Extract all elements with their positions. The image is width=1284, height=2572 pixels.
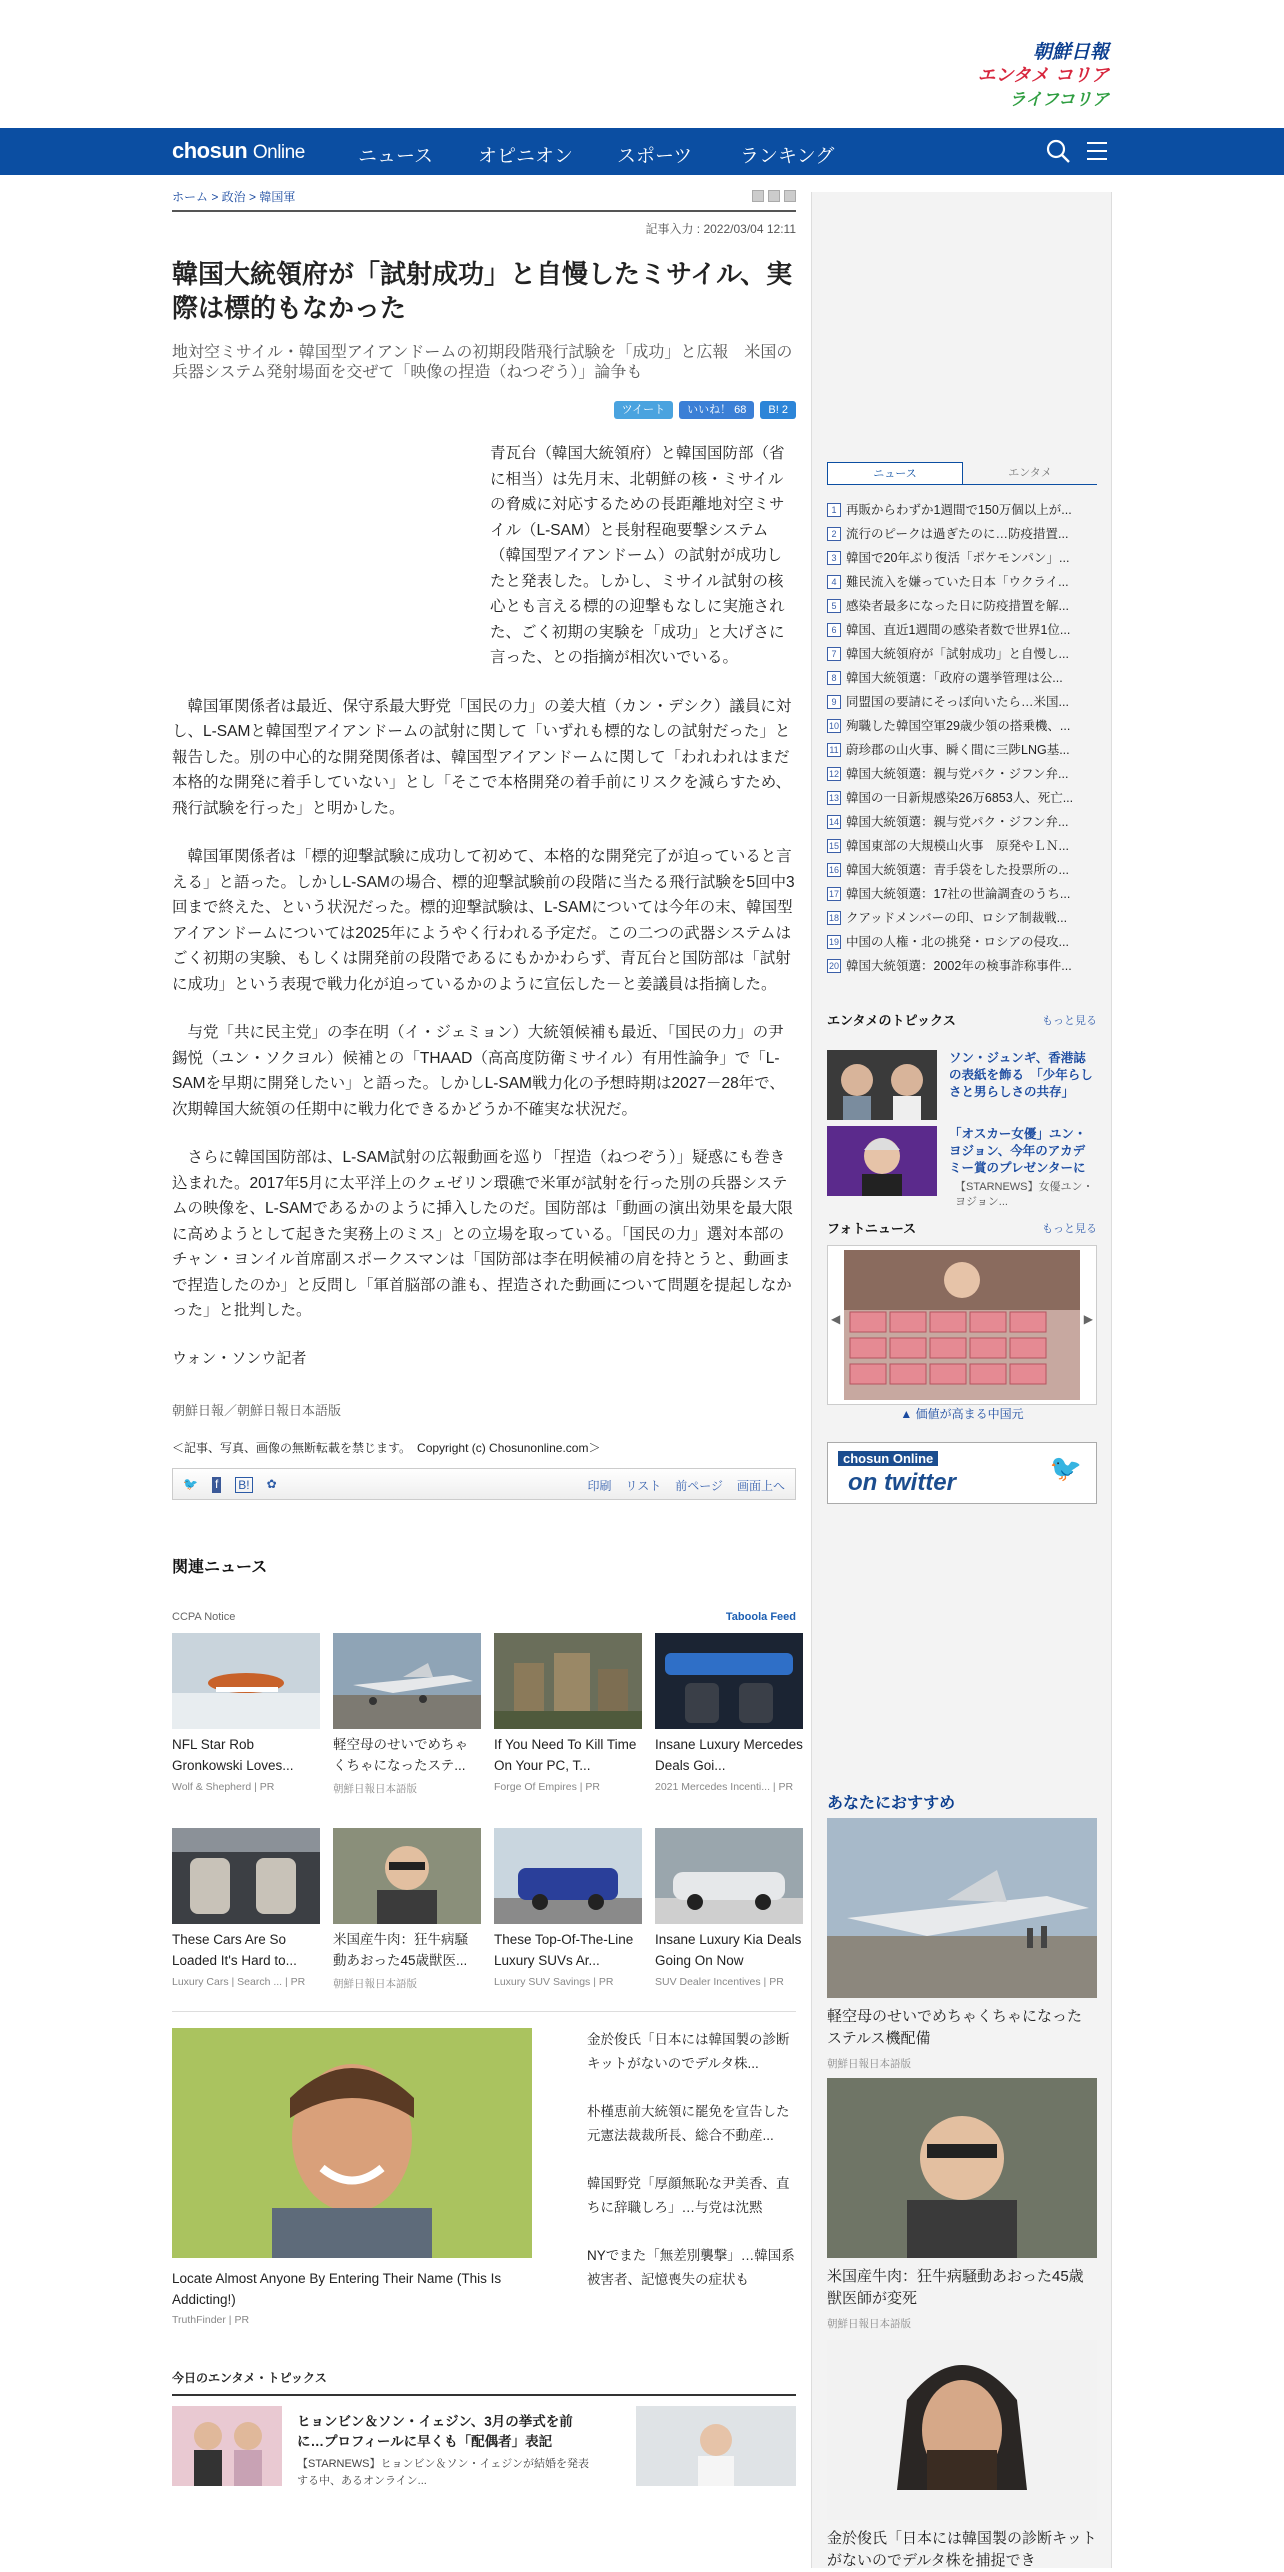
related-source: Wolf & Shepherd | PR <box>172 1780 275 1793</box>
ranking-number: 5 <box>827 599 841 613</box>
ranking-number: 16 <box>828 865 839 875</box>
ranking-item[interactable] <box>827 930 1097 954</box>
partner-logos <box>969 40 1109 112</box>
ranking-number: 15 <box>828 841 839 851</box>
logo-sub-text: Online <box>252 142 305 163</box>
entame-topics-header <box>827 1010 1097 1030</box>
related-text-link[interactable]: 金於俊氏「日本には韓国製の診断キットがないのでデルタ株... <box>587 2031 790 2071</box>
recommend-source: 朝鮮日報日本語版 <box>827 2058 911 2070</box>
share-buttons <box>172 401 796 419</box>
today-entame-item[interactable] <box>172 2406 796 2496</box>
related-source: Forge Of Empires | PR <box>494 1780 601 1793</box>
today-entame-heading: 今日のエンタメ・トピックス <box>172 2369 796 2396</box>
ranking-title[interactable]: 流行のピークは過ぎたのに…防疫措置... <box>846 527 1069 541</box>
car-interior-thumbnail[interactable] <box>655 1633 803 1729</box>
ranking-title[interactable]: 難民流入を嫌っていた日本「ウクライ... <box>846 575 1069 589</box>
entame-item-title[interactable]: ソン・ジュンギ、香港誌の表紙を飾る 「少年らしさと男らしさの共存」 <box>949 1051 1093 1099</box>
related-card[interactable] <box>333 1633 481 1796</box>
related-text-link[interactable]: 韓国野党「厚顔無恥な尹美香、直ちに辞職しろ」…与党は沈黙 <box>587 2175 790 2215</box>
ranking-number: 3 <box>827 551 841 565</box>
ranking-item[interactable] <box>827 882 1097 906</box>
breadcrumb-links[interactable]: ホーム > 政治 > 韓国軍 <box>172 190 296 204</box>
ranking-item[interactable] <box>827 810 1097 834</box>
recommend-heading: あなたにおすすめ <box>827 1795 956 1812</box>
ranking-title[interactable]: 韓国で20年ぶり復活「ポケモンパン」... <box>846 551 1070 565</box>
ranking-item[interactable] <box>827 546 1097 570</box>
related-title[interactable]: Insane Luxury Mercedes Deals Goi... <box>655 1736 803 1773</box>
recommend-title[interactable]: 米国産牛肉：狂牛病騒動あおった45歳獣医師が変死 <box>827 2268 1084 2307</box>
related-source: Luxury SUV Savings | PR <box>494 1975 614 1988</box>
photo-news-slider <box>827 1245 1097 1405</box>
recommend-title[interactable]: 軽空母のせいでめちゃくちゃになったステルス機配備 <box>827 2008 1083 2047</box>
ranking-item[interactable] <box>827 666 1097 690</box>
font-size-small-icon[interactable] <box>752 190 764 202</box>
related-source: 2021 Mercedes Incenti... | PR <box>655 1780 794 1793</box>
ranking-number: 11 <box>827 743 841 757</box>
related-source: 朝鮮日報日本語版 <box>333 1977 417 1990</box>
ranking-item[interactable] <box>827 522 1097 546</box>
ranking-title[interactable]: 中国の人権・北の挑発・ロシアの侵攻... <box>846 935 1069 949</box>
article-title: 韓国大統領府が「試射成功」と自慢したミサイル、実際は標的もなかった <box>172 259 793 323</box>
ranking-tabs <box>827 462 1097 485</box>
related-card[interactable] <box>655 1633 803 1796</box>
ranking-number: 12 <box>828 769 839 779</box>
person-thumbnail[interactable] <box>333 1828 481 1924</box>
featured-caption[interactable]: Locate Almost Anyone By Entering Their Name (This Is Addicting!) <box>172 2270 502 2307</box>
ranking-title[interactable]: 韓国大統領選：2002年の検事詐称事件... <box>846 959 1072 973</box>
facebook-like-button[interactable]: いいね！ 68 <box>679 401 754 419</box>
life-korea-logo[interactable]: ライフコリア <box>1008 90 1109 110</box>
print-small-icon[interactable] <box>784 190 796 202</box>
related-card[interactable] <box>333 1828 481 1991</box>
ranking-number: 9 <box>827 695 841 709</box>
related-source: 朝鮮日報日本語版 <box>333 1782 417 1795</box>
ranking-item[interactable] <box>827 690 1097 714</box>
related-source: Luxury Cars | Search ... | PR <box>172 1975 306 1988</box>
nav-sports[interactable]: スポーツ <box>617 146 693 167</box>
article-paragraph: 与党「共に民主党」の李在明（イ・ジェミョン）大統領候補も最近、「国民の力」の尹錫悦（ユン・ソクヨル）候補との「THAAD（高高度防衛ミサイル）有用性論争」で「L-SAMを早期に開発したい」と語った。しかしL-SAM戦力化の予想時期は2027－28年で、次期韓国大統領の任期中に戦力化できるかどうか不確実な状況だ。 <box>172 1024 785 1118</box>
ranking-item[interactable] <box>827 906 1097 930</box>
twitter-banner-top: chosun Online <box>838 1451 938 1466</box>
ranking-title[interactable]: 韓国大統領選：「政府の選挙管理は公... <box>846 671 1063 685</box>
related-text-links <box>587 2028 797 2316</box>
article-paragraph: 青瓦台（韓国大統領府）と韓国国防部（省に相当）は先月末、北朝鮮の核・ミサイルの脅威に対応するための長距離地対空ミサイル（L-SAM）と長射程砲要撃システム（韓国型アイアンドーム）の試射が成功したと発表した。しかし、ミサイル試射の核心とも言える標的の迎撃もなしに実施された、ごく初期の実験を「成功」と大げさに言った、との指摘が相次いでいる。 <box>490 445 785 666</box>
ranking-number: 17 <box>828 889 839 899</box>
related-title[interactable]: Insane Luxury Kia Deals Going On Now <box>655 1931 802 1968</box>
ranking-item[interactable] <box>827 762 1097 786</box>
ranking-title[interactable]: 韓国大統領選：親与党パク・ジフン弁... <box>846 815 1069 829</box>
kim-eojun-image[interactable] <box>827 2340 1097 2520</box>
featured-related-block <box>172 2011 796 2326</box>
article-body <box>172 441 796 1324</box>
actress-thumbnail[interactable] <box>636 2406 796 2486</box>
photo-news-header <box>827 1218 1097 1238</box>
taboola-feed-logo[interactable]: Taboola Feed <box>725 1610 796 1623</box>
related-card[interactable] <box>494 1828 642 1991</box>
yuan-banknotes-photo[interactable] <box>844 1250 1080 1400</box>
nav-news[interactable]: ニュース <box>358 146 434 167</box>
article-column <box>172 188 803 2496</box>
ranking-list <box>827 498 1097 978</box>
ranking-title[interactable]: 感染者最多になった日に防疫措置を解... <box>846 599 1069 613</box>
tab-entame[interactable]: エンタメ <box>1008 467 1052 479</box>
main-navbar <box>0 128 1284 175</box>
today-entame-desc: 【STARNEWS】ヒョンビン＆ソン・イェジンが結婚を発表する中、あるオンライン... <box>297 2457 589 2487</box>
hatena-bookmark-button[interactable]: B! 2 <box>760 401 796 419</box>
kia-thumbnail[interactable] <box>655 1828 803 1924</box>
hatena-share-icon[interactable]: B! <box>235 1477 252 1493</box>
ranking-number: 19 <box>828 937 839 947</box>
twitter-share-icon[interactable]: 🐦 <box>183 1476 198 1491</box>
ranking-item[interactable] <box>827 714 1097 738</box>
couple-thumbnail[interactable] <box>172 2406 282 2486</box>
ranking-title[interactable]: 韓国大統領府が「試射成功」と自慢し... <box>846 647 1069 661</box>
nav-ranking[interactable]: ランキング <box>740 146 835 167</box>
ranking-title[interactable]: 殉職した韓国空軍29歳少領の搭乗機、... <box>846 719 1071 733</box>
article-source: 朝鮮日報／朝鮮日報日本語版 <box>172 1402 342 1418</box>
game-castle-thumbnail[interactable] <box>494 1633 642 1729</box>
related-title[interactable]: NFL Star Rob Gronkowski Loves... <box>172 1736 294 1773</box>
related-title[interactable]: These Top-Of-The-Line Luxury SUVs Ar... <box>494 1931 634 1968</box>
article-paragraph: さらに韓国国防部は、L-SAM試射の広報動画を巡り「捏造（ねつぞう）」疑惑にも巻き込まれた。2017年5月に太平洋上のクェゼリン環礁で米軍が試射を行った別の兵器システムの映像を、L-SAMであるかのように挿入したのだ。国防部は「動画の演出効果を最大限に高めようとして起きた実務上のミス」との立場を取っている。「国民の力」選対本部のチャン・ヨンイル首席副スポークスマンは「国防部は李在明候補の肩を持とうと、動画まで捏造したのか」と反問し「軍首脳部の誰も、捏造された動画について問題を提起しなかった」と批判した。 <box>172 1149 793 1319</box>
recommend-item[interactable] <box>827 2078 1097 2331</box>
back-to-top-link[interactable]: 画面上へ <box>736 1478 785 1493</box>
car-seat-thumbnail[interactable] <box>172 1828 320 1924</box>
breadcrumb <box>172 188 796 208</box>
ranking-item[interactable] <box>827 594 1097 618</box>
recommend-item[interactable] <box>827 1818 1097 2071</box>
ranking-item[interactable] <box>827 570 1097 594</box>
entame-item-desc: 【STARNEWS】女優ユン・ヨジョン... <box>955 1181 1094 1208</box>
ranking-number: 18 <box>828 913 839 923</box>
article-paragraph: 韓国軍関係者は「標的迎撃試験に成功して初めて、本格的な開発完了が迫っていると言える」と語った。しかしL-SAMの場合、標的迎撃試験前の段階に当たる飛行試験を5回中3回まで終えた、という状況だった。標的迎撃試験は、L-SAMについては今年の末、韓国型アイアンドームについては2025年にようやく行われる予定だ。この二つの武器システムはごく初期の実験、もしくは開発前の段階であるにもかかわらず、青瓦台と国防部は「試射に成功」という表現で戦力化が迫っているかのように宣伝した－と姜議員は指摘した。 <box>172 848 795 993</box>
ranking-number: 8 <box>827 671 841 685</box>
related-row-2 <box>172 1828 802 1991</box>
ranking-number: 13 <box>828 793 839 803</box>
entame-korea-logo[interactable]: エンタメ コリア <box>977 65 1109 86</box>
ranking-number: 20 <box>828 961 839 971</box>
ranking-number: 4 <box>827 575 841 589</box>
facebook-share-icon[interactable]: f <box>212 1477 221 1493</box>
ranking-title[interactable]: 韓国の一日新規感染26万6853人、死亡... <box>846 791 1074 805</box>
list-link[interactable]: リスト <box>625 1478 662 1493</box>
ranking-item[interactable] <box>827 618 1097 642</box>
nav-opinion[interactable]: オピニオン <box>478 146 574 167</box>
article-toolbar <box>172 1468 796 1500</box>
twitter-banner[interactable] <box>827 1442 1097 1504</box>
bookmark-share-icon[interactable]: ✿ <box>266 1476 277 1491</box>
tab-news[interactable]: ニュース <box>827 462 963 484</box>
photo-next-arrow-icon[interactable]: ▶ <box>1083 1312 1093 1326</box>
twitter-bird-icon: 🐦 <box>1049 1453 1082 1483</box>
photo-caption[interactable]: ▲ 価値が高まる中国元 <box>900 1407 1024 1421</box>
site-logo[interactable] <box>172 138 305 164</box>
ranking-number: 2 <box>827 527 841 541</box>
recommend-source: 朝鮮日報日本語版 <box>827 2318 911 2330</box>
ranking-number: 14 <box>828 817 839 827</box>
suv-thumbnail[interactable] <box>494 1828 642 1924</box>
related-title[interactable]: These Cars Are So Loaded It's Hard to... <box>172 1931 297 1968</box>
ranking-item[interactable] <box>827 834 1097 858</box>
ranking-number: 6 <box>827 623 841 637</box>
related-card[interactable] <box>655 1828 803 1991</box>
print-link[interactable]: 印刷 <box>587 1478 612 1493</box>
related-title[interactable]: If You Need To Kill Time On Your PC, T... <box>494 1736 637 1773</box>
related-row-1 <box>172 1633 803 1796</box>
ranking-title[interactable]: 再販からわずか1週間で150万個以上が... <box>846 503 1072 517</box>
ranking-number: 10 <box>828 721 839 731</box>
ranking-title[interactable]: 蔚珍郡の山火事、瞬く間に三陟LNG基... <box>846 743 1070 757</box>
related-title[interactable]: 軽空母のせいでめちゃくちゃになったステ... <box>333 1736 468 1773</box>
recommend-item[interactable] <box>827 2340 1097 2572</box>
song-joongki-thumbnail[interactable] <box>827 1050 937 1120</box>
entame-more-link[interactable]: もっと見る <box>1042 1015 1097 1027</box>
related-text-link[interactable]: NYでまた「無差別襲撃」…韓国系被害者、記憶喪失の症状も <box>587 2247 795 2287</box>
recommend-title[interactable]: 金於俊氏「日本には韓国製の診断キットがないのでデルタ株を捕捉でき <box>827 2530 1097 2569</box>
shoe-thumbnail[interactable] <box>172 1633 320 1729</box>
stealth-jet-image[interactable] <box>827 1818 1097 1998</box>
ranking-item[interactable] <box>827 954 1097 978</box>
tweet-button[interactable]: ツイート <box>614 401 673 419</box>
ranking-title[interactable]: 韓国大統領選：青手袋をした投票所の... <box>846 863 1069 877</box>
ranking-item[interactable] <box>827 642 1097 666</box>
related-text-link[interactable]: 朴槿恵前大統領に罷免を宣告した元憲法裁裁所長、総合不動産... <box>587 2103 790 2143</box>
ranking-item[interactable] <box>827 786 1097 810</box>
ranking-title[interactable]: 韓国東部の大規模山火事 原発やＬＮ... <box>846 839 1069 853</box>
entame-topics-heading: エンタメのトピックス <box>827 1013 956 1028</box>
ranking-item[interactable] <box>827 498 1097 522</box>
entame-item[interactable] <box>827 1050 1097 1122</box>
brand-header <box>0 0 1284 128</box>
byline: ウォン・ソンウ記者 <box>172 1349 307 1367</box>
article-subtitle: 地対空ミサイル・韓国型アイアンドームの初期段階飛行試験を「成功」と広報 米国の兵器システム発射場面を交ぜて「映像の捏造（ねつぞう）」論争も <box>172 344 793 381</box>
related-card[interactable] <box>172 1828 320 1991</box>
youn-yuhjung-thumbnail[interactable] <box>827 1126 937 1196</box>
copyright-notice: ＜記事、写真、画像の無断転載を禁じます。 Copyright (c) Chosunonline.com＞ <box>172 1440 601 1455</box>
related-card[interactable] <box>172 1633 320 1796</box>
previous-page-link[interactable]: 前ページ <box>675 1478 723 1493</box>
vet-portrait-image[interactable] <box>827 2078 1097 2258</box>
featured-source: TruthFinder | PR <box>172 2313 250 2326</box>
search-icon[interactable] <box>1045 138 1071 164</box>
ranking-item[interactable] <box>827 858 1097 882</box>
article-paragraph: 韓国軍関係者は最近、保守系最大野党「国民の力」の姜大植（カン・デシク）議員に対し、L-SAMと韓国型アイアンドームの試射に関して「いずれも標的なしの試射だった」と報告した。別の中心的な開発関係者は、韓国型アイアンドームに関して「われわれはまだ本格的な開発に着手していない」とし「そこで本格開発の着手前にリスクを減らすため、飛行試験を行った」と明かした。 <box>172 697 792 817</box>
today-entame-title[interactable]: ヒョンビン＆ソン・イェジン、3月の挙式を前に…プロフィールに早くも「配偶者」表記 <box>297 2413 573 2449</box>
article-date: 記事入力 : 2022/03/04 12:11 <box>645 222 796 236</box>
ranking-title[interactable]: 韓国、直近1週間の感染者数で世界1位... <box>846 623 1071 637</box>
ranking-number: 7 <box>827 647 841 661</box>
ranking-item[interactable] <box>827 738 1097 762</box>
ranking-title[interactable]: 同盟国の要請にそっぽ向いたら…米国... <box>846 695 1069 709</box>
photo-news-heading: フォトニュース <box>827 1221 917 1236</box>
ranking-number: 1 <box>827 503 841 517</box>
breadcrumb-divider <box>172 210 796 212</box>
related-source: SUV Dealer Incentives | PR <box>655 1975 784 1988</box>
ranking-title[interactable]: 韓国大統領選：17社の世論調査のうち... <box>846 887 1071 901</box>
ranking-title[interactable]: 韓国大統領選：親与党パク・ジフン弁... <box>846 767 1069 781</box>
related-card[interactable] <box>494 1633 642 1796</box>
photo-prev-arrow-icon[interactable]: ◀ <box>831 1312 841 1326</box>
chosun-ilbo-logo[interactable]: 朝鮮日報 <box>1032 41 1109 63</box>
menu-icon[interactable] <box>1085 138 1109 164</box>
entame-item-title[interactable]: 「オスカー女優」ユン・ヨジョン、今年のアカデミー賞のプレゼンターに <box>949 1127 1087 1175</box>
photo-more-link[interactable]: もっと見る <box>1042 1223 1097 1235</box>
jet-thumbnail[interactable] <box>333 1633 481 1729</box>
related-news-heading: 関連ニュース <box>172 1558 268 1576</box>
related-title[interactable]: 米国産牛肉：狂牛病騒動あおった45歳獣医... <box>333 1931 468 1968</box>
twitter-banner-bottom: on twitter <box>848 1469 956 1496</box>
ranking-title[interactable]: クアッドメンバーの印、ロシア制裁戦... <box>846 911 1068 925</box>
entame-item[interactable] <box>827 1126 1097 1206</box>
ccpa-notice-link[interactable]: CCPA Notice <box>172 1610 236 1623</box>
smiling-man-image[interactable] <box>172 2028 532 2258</box>
font-size-large-icon[interactable] <box>768 190 780 202</box>
logo-main-text: chosun <box>172 138 248 163</box>
